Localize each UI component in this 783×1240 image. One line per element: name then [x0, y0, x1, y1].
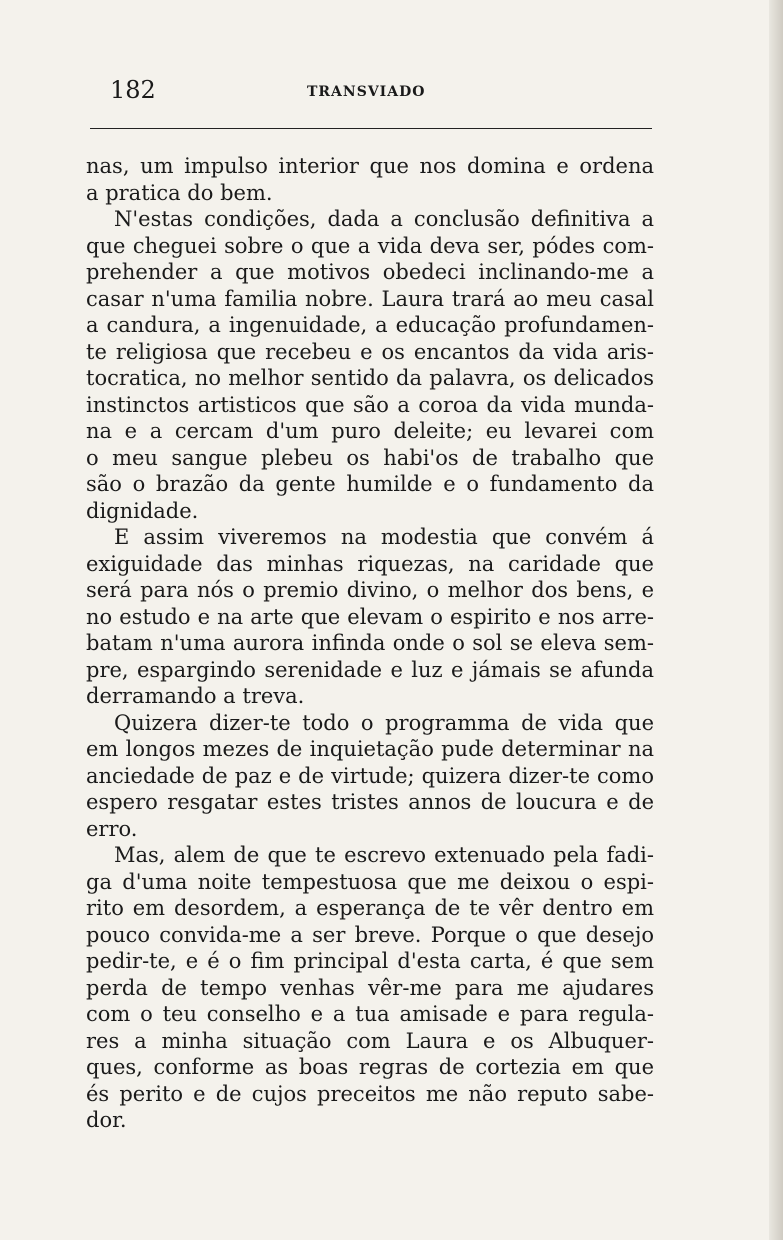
text-line: na e a cercam d'um puro deleite; eu levarei com — [86, 419, 654, 443]
text-line: ga d'uma noite tempestuosa que me deixou o espi- — [86, 869, 654, 894]
text-line: no estudo e na arte que elevam o espirito e nos arre- — [86, 604, 654, 629]
text-line: perda de tempo venhas vêr-me para me ajudares — [86, 975, 654, 1000]
text-line: nas, um impulso interior que nos domina e ordena — [86, 154, 654, 178]
text-line: erro. — [86, 816, 138, 841]
text-line: será para nós o premio divino, o melhor dos bens, e — [86, 578, 654, 602]
text-line: batam n'uma aurora infinda onde o sol se eleva sem- — [86, 631, 654, 655]
text-line: ques, conforme as boas regras de cortezia em que — [86, 1055, 654, 1079]
text-line: em longos mezes de inquietação pude determinar na — [86, 737, 654, 761]
body-text — [86, 153, 654, 1134]
text-line: pouco convida-me a ser breve. Porque o que desejo — [86, 922, 654, 947]
text-line: res a minha situação com Laura e os Albuquer- — [86, 1028, 654, 1053]
text-line: com o teu conselho e a tua amisade e para regula- — [86, 1002, 654, 1026]
header-rule — [90, 128, 652, 129]
text-line: pre, espargindo serenidade e luz e jámais se afunda — [86, 657, 654, 682]
text-line: a candura, a ingenuidade, a educação profundamen- — [86, 313, 654, 337]
page-header — [110, 76, 650, 116]
text-line: são o brazão da gente humilde e o fundamento da — [86, 472, 654, 496]
text-line: rito em desordem, a esperança de te vêr dentro em — [86, 896, 654, 920]
text-line: que cheguei sobre o que a vida deva ser, pódes com- — [86, 233, 654, 258]
text-line: Mas, alem de que te escrevo extenuado pela fadi- — [114, 843, 654, 867]
text-line: casar n'uma familia nobre. Laura trará ao meu casal — [86, 286, 654, 311]
text-line: E assim viveremos na modestia que convém á — [114, 525, 654, 549]
text-line: pedir-te, e é o fim principal d'esta carta, é que sem — [86, 949, 654, 973]
page-number: 182 — [110, 76, 156, 104]
text-line: espero resgatar estes tristes annos de loucura e de — [86, 790, 654, 814]
text-line: dignidade. — [86, 498, 199, 523]
text-line: o meu sangue plebeu os habi'os de trabalho que — [86, 445, 654, 470]
text-line: dor. — [86, 1108, 127, 1132]
text-line: te religiosa que recebeu e os encantos da vida aris- — [86, 339, 654, 364]
text-line: a pratica do bem. — [86, 180, 273, 205]
text-line: anciedade de paz e de virtude; quizera dizer-te como — [86, 763, 654, 788]
text-line: és perito e de cujos preceitos me não reputo sabe- — [86, 1081, 654, 1106]
text-line: N'estas condições, dada a conclusão definitiva a — [114, 207, 654, 231]
text-line: derramando a treva. — [86, 684, 305, 708]
text-line: Quizera dizer-te todo o programma de vida que — [114, 710, 654, 735]
text-line: prehender a que motivos obedeci inclinando-me a — [86, 260, 654, 284]
running-title: TRANSVIADO — [307, 84, 426, 100]
text-line: instinctos artisticos que são a coroa da vida munda- — [86, 392, 654, 417]
text-line: exiguidade das minhas riquezas, na caridade que — [86, 551, 654, 576]
text-line: tocratica, no melhor sentido da palavra, os delicados — [86, 366, 654, 390]
page-edge-shadow — [769, 0, 783, 1240]
